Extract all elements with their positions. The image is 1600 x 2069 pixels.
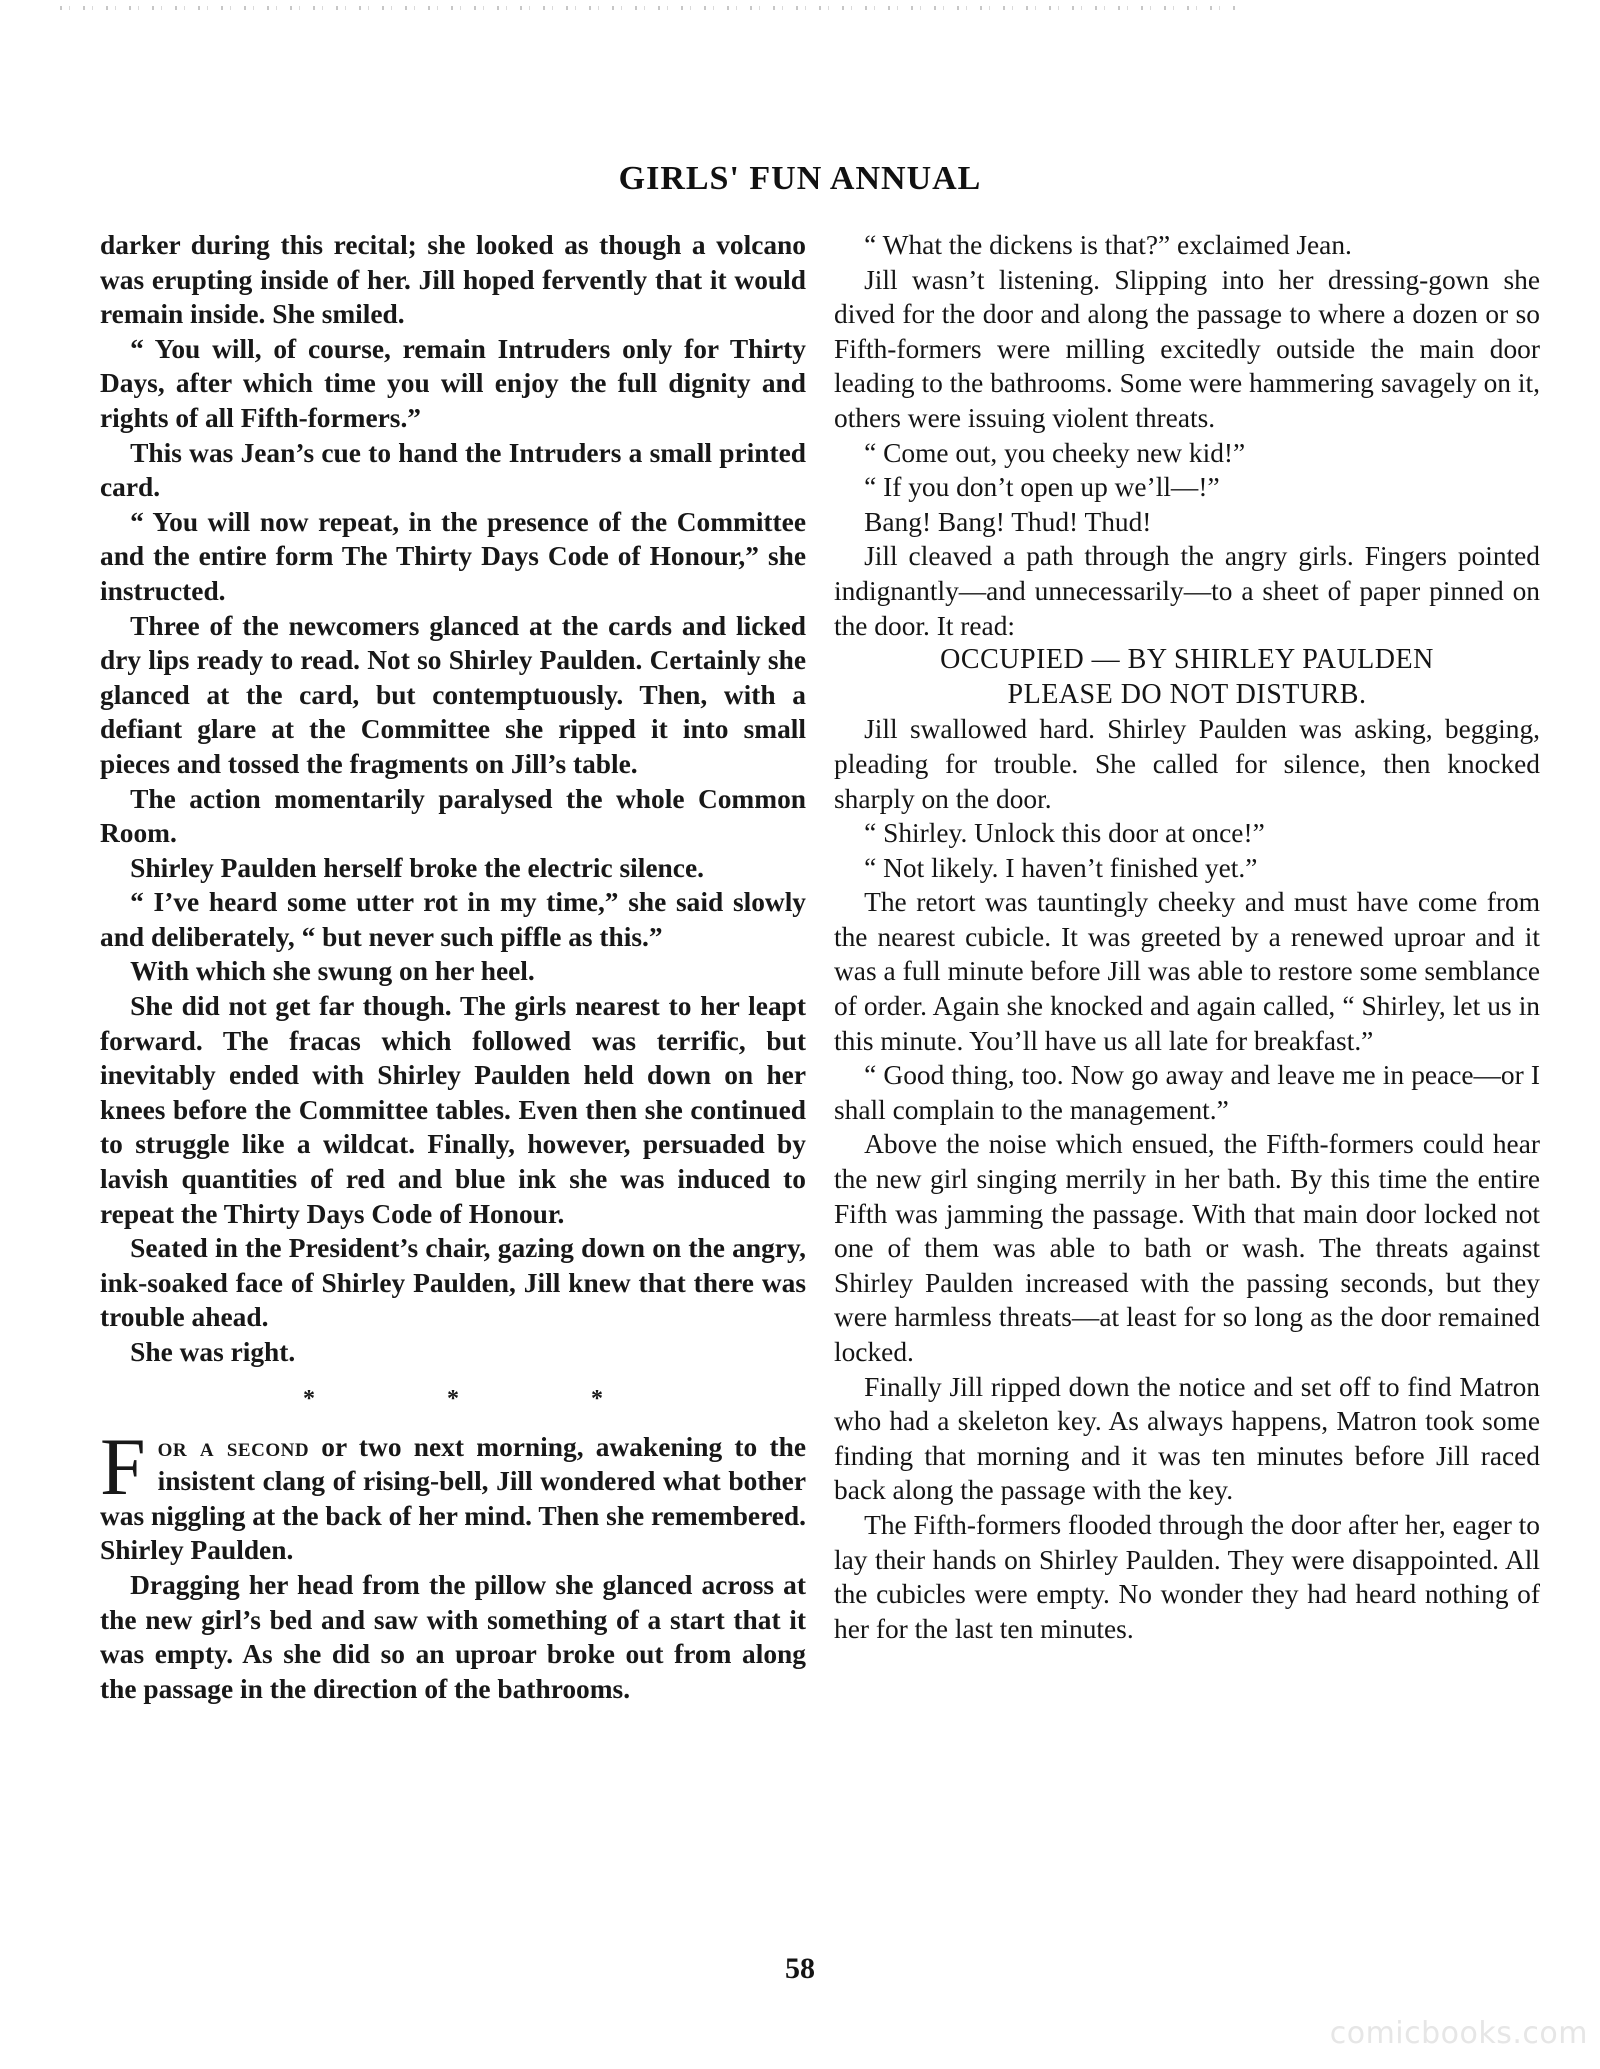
paragraph: “ You will now repeat, in the presence of the Committee and the entire form The Thirty Days Code of Honour,” she instructed. <box>100 506 806 606</box>
paragraph: Jill cleaved a path through the angry girls. Fingers pointed indignantly—and unnecessarily—to a sheet of paper pinned on the door. It read: <box>834 541 1540 641</box>
paragraph: Above the noise which ensued, the Fifth-formers could hear the new girl singing merrily in her bath. By this time the entire Fifth was jamming the passage. With that main door locked not one of them was able to bath or wash. The threats against Shirley Paulden increased with the passing seconds, but they were harmless threats—at least for so long as the door remained locked. <box>834 1129 1540 1367</box>
paragraph: “ Come out, you cheeky new kid!” <box>864 437 1246 468</box>
left-column <box>100 228 806 1706</box>
paragraph: Jill swallowed hard. Shirley Paulden was asking, begging, pleading for trouble. She called for silence, then knocked sharply on the door. <box>834 714 1540 814</box>
paragraph: This was Jean’s cue to hand the Intruders a small printed card. <box>100 437 806 503</box>
paragraph: Finally Jill ripped down the notice and set off to find Matron who had a skeleton key. As always happens, Matron took some finding that morning and it was ten minutes before Jill raced back along the passage with the key. <box>834 1371 1540 1506</box>
paragraph: The retort was tauntingly cheeky and must have come from the nearest cubicle. It was greeted by a renewed uproar and it was a full minute before Jill was able to restore some semblance of order. Again she knocked and again called, “ Shirley, let us in this minute. You’ll have us all late for breakfast.” <box>834 887 1540 1056</box>
paragraph: “ You will, of course, remain Intruders only for Thirty Days, after which time you will enjoy the full dignity and rights of all Fifth-formers.” <box>100 333 806 433</box>
paragraph: “ Shirley. Unlock this door at once!” <box>864 818 1265 849</box>
paragraph: Three of the newcomers glanced at the cards and licked dry lips ready to read. Not so Shirley Paulden. Certainly she glanced at the card, but contemptuously. Then, with a defiant glare at the Committee she ripped it into small pieces and tossed the fragments on Jill’s table. <box>100 610 806 779</box>
door-notice-line: PLEASE DO NOT DISTURB. <box>1007 678 1367 710</box>
drop-cap-paragraph-text: or two next morning, awakening to the insistent clang of rising-bell, Jill wondered what bother was niggling at the back of her mind. Then she remembered. Shirley Paulden. <box>100 1431 806 1566</box>
right-column <box>834 228 1540 1646</box>
paragraph: With which she swung on her heel. <box>130 956 535 987</box>
drop-cap-lead-in: or a second <box>157 1431 310 1462</box>
paragraph: “ What the dickens is that?” exclaimed Jean. <box>864 230 1352 260</box>
section-break-star: * <box>447 1385 459 1412</box>
paragraph: Dragging her head from the pillow she glanced across at the new girl’s bed and saw with something of a start that it was empty. As she did so an uproar broke out from along the passage in the direction of the bathrooms. <box>100 1569 806 1704</box>
paragraph: Shirley Paulden herself broke the electric silence. <box>130 852 704 883</box>
page-number: 58 <box>785 1952 815 1985</box>
scan-edge-speckle <box>60 6 1240 10</box>
running-head: GIRLS' FUN ANNUAL <box>618 160 982 197</box>
site-watermark: comicbooks.com <box>1329 2016 1588 2051</box>
door-notice-line: OCCUPIED — BY SHIRLEY PAULDEN <box>940 644 1434 676</box>
paragraph: The Fifth-formers flooded through the door after her, eager to lay their hands on Shirley Paulden. They were disappointed. All the cubicles were empty. No wonder they had heard nothing of her for the last ten minutes. <box>834 1509 1540 1644</box>
paragraph: The action momentarily paralysed the whole Common Room. <box>100 783 806 849</box>
section-break-star: * <box>591 1385 603 1412</box>
paragraph: “ If you don’t open up we’ll—!” <box>864 472 1220 503</box>
paragraph: darker during this recital; she looked as though a volcano was erupting inside of her. Jill hoped fervently that it would remain inside. She smiled. <box>100 230 806 330</box>
paragraph: “ Not likely. I haven’t finished yet.” <box>864 852 1258 883</box>
paragraph: She did not get far though. The girls nearest to her leapt forward. The fracas which followed was terrific, but inevitably ended with Shirley Paulden held down on her knees before the Committee tables. Even then she continued to struggle like a wildcat. Finally, however, persuaded by lavish quantities of red and blue ink she was induced to repeat the Thirty Days Code of Honour. <box>100 991 806 1229</box>
paragraph: Jill wasn’t listening. Slipping into her dressing-gown she dived for the door and along the passage to where a dozen or so Fifth-formers were milling excitedly outside the main door leading to the bathrooms. Some were hammering savagely on it, others were issuing violent threats. <box>834 264 1540 433</box>
section-break-star: * <box>303 1385 315 1412</box>
paragraph: “ I’ve heard some utter rot in my time,” she said slowly and deliberately, “ but never such piffle as this.” <box>100 887 806 952</box>
section-break <box>303 1386 603 1412</box>
paragraph: Seated in the President’s chair, gazing down on the angry, ink-soaked face of Shirley Paulden, Jill knew that there was trouble ahead. <box>100 1233 806 1333</box>
drop-cap: F <box>100 1420 146 1512</box>
paragraph: She was right. <box>130 1337 296 1367</box>
paragraph: Bang! Bang! Thud! Thud! <box>864 506 1152 537</box>
drop-cap-paragraph <box>100 1420 806 1568</box>
paragraph: “ Good thing, too. Now go away and leave me in peace—or I shall complain to the management.” <box>834 1060 1540 1125</box>
